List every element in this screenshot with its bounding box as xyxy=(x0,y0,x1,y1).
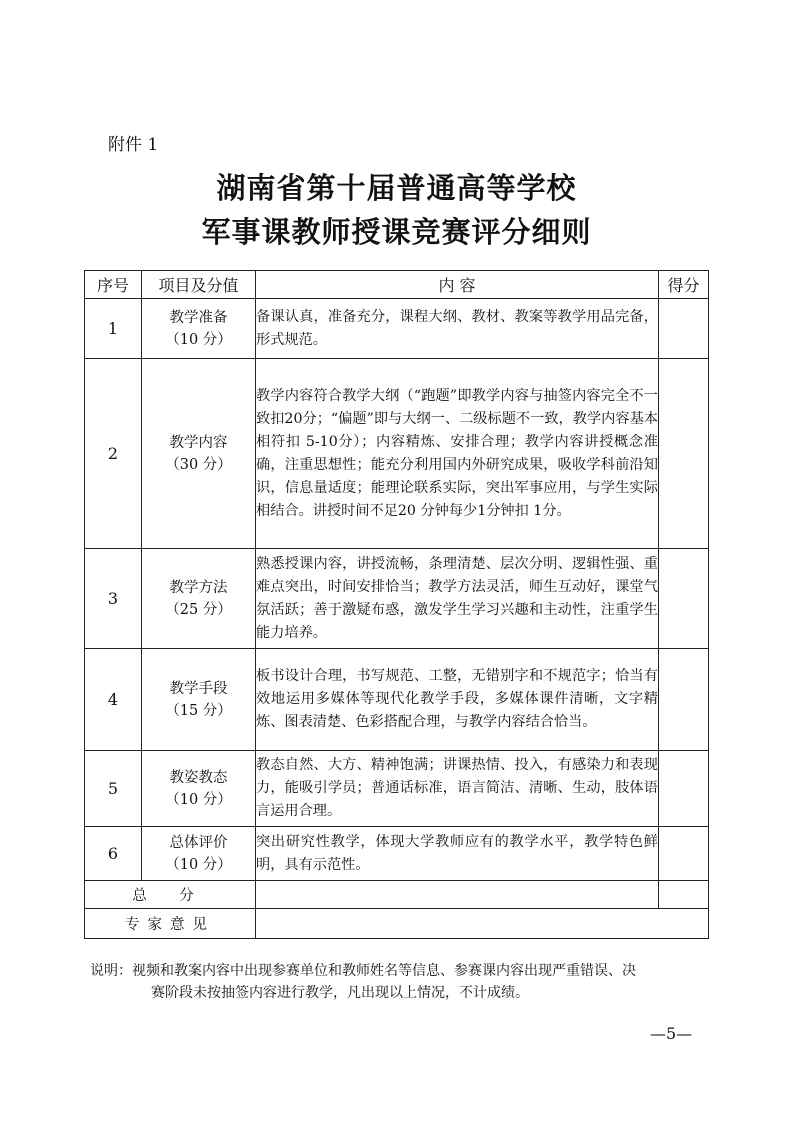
score-cell[interactable] xyxy=(659,751,709,827)
score-cell[interactable] xyxy=(659,827,709,881)
row-content: 教态自然、大方、精神饱满；讲课热情、投入，有感染力和表现力，能吸引学员；普通话标准，语言简洁、清晰、生动，肢体语言运用合理。 xyxy=(256,751,659,827)
score-cell[interactable] xyxy=(659,649,709,751)
item-name: 总体评价 xyxy=(169,834,228,851)
row-content: 教学内容符合教学大纲（“跑题”即教学内容与抽签内容完全不一致扣20分；“偏题”即与大纲一、二级标题不一致，教学内容基本相符扣 5-10分）；内容精炼、安排合理；教学内容讲授概念准确，注重思想性；能充分利用国内外研究成果，吸收学科前沿知识，信息量适度；能理论联系实际，突出军事应用，与学生实际相结合。讲授时间不足20 分钟每少1分钟扣 1分。 xyxy=(256,359,659,549)
row-number: 6 xyxy=(85,827,142,881)
expert-row xyxy=(85,909,709,939)
score-cell[interactable] xyxy=(659,549,709,649)
item-points: （10 分） xyxy=(165,331,232,348)
score-cell[interactable] xyxy=(659,359,709,549)
total-value-cell[interactable] xyxy=(256,881,659,909)
row-item xyxy=(142,827,256,881)
item-name: 教学方法 xyxy=(169,579,228,596)
table-row xyxy=(85,751,709,827)
item-points: （10 分） xyxy=(165,791,232,808)
row-item xyxy=(142,649,256,751)
table-row xyxy=(85,549,709,649)
item-points: （15 分） xyxy=(165,702,232,719)
total-score-cell[interactable] xyxy=(659,881,709,909)
item-name: 教姿教态 xyxy=(169,769,228,786)
page-number: —5— xyxy=(650,1024,693,1043)
item-name: 教学手段 xyxy=(169,680,228,697)
table-row xyxy=(85,299,709,359)
item-name: 教学内容 xyxy=(169,434,228,451)
row-content: 突出研究性教学，体现大学教师应有的教学水平，教学特色鲜明，具有示范性。 xyxy=(256,827,659,881)
note-line2: 赛阶段未按抽签内容进行教学，凡出现以上情况，不计成绩。 xyxy=(151,985,529,1001)
total-row xyxy=(85,881,709,909)
scoring-table xyxy=(84,270,709,939)
header-content: 内 容 xyxy=(256,271,659,299)
row-content: 板书设计合理，书写规范、工整，无错别字和不规范字；恰当有效地运用多媒体等现代化教学手段，多媒体课件清晰，文字精炼、图表清楚、色彩搭配合理，与教学内容结合恰当。 xyxy=(256,649,659,751)
attachment-label: 附件 1 xyxy=(108,135,159,155)
row-item xyxy=(142,299,256,359)
header-score: 得分 xyxy=(659,271,709,299)
item-points: （10 分） xyxy=(165,856,232,873)
expert-opinion-label: 专家意见 xyxy=(85,909,256,939)
row-number: 3 xyxy=(85,549,142,649)
row-item xyxy=(142,359,256,549)
row-content: 熟悉授课内容，讲授流畅，条理清楚、层次分明、逻辑性强、重难点突出，时间安排恰当；教学方法灵活，师生互动好，课堂气氛活跃；善于激疑布惑，激发学生学习兴趣和主动性，注重学生能力培养。 xyxy=(256,549,659,649)
row-number: 4 xyxy=(85,649,142,751)
item-points: （30 分） xyxy=(165,456,232,473)
row-item xyxy=(142,751,256,827)
document-title-line1: 湖南省第十届普通高等学校 xyxy=(216,171,577,205)
row-number: 2 xyxy=(85,359,142,549)
table-header-row xyxy=(85,271,709,299)
header-item: 项目及分值 xyxy=(142,271,256,299)
row-item xyxy=(142,549,256,649)
note-line1: 说明：视频和教案内容中出现参赛单位和教师姓名等信息、参赛课内容出现严重错误、决 xyxy=(90,963,636,979)
table-row xyxy=(85,359,709,549)
row-content: 备课认真，准备充分，课程大纲、教材、教案等教学用品完备，形式规范。 xyxy=(256,299,659,359)
note xyxy=(90,960,710,1004)
total-label: 总 分 xyxy=(85,881,256,909)
table-row xyxy=(85,827,709,881)
table-row xyxy=(85,649,709,751)
row-number: 5 xyxy=(85,751,142,827)
score-cell[interactable] xyxy=(659,299,709,359)
header-number: 序号 xyxy=(85,271,142,299)
expert-opinion-cell[interactable] xyxy=(256,909,709,939)
item-points: （25 分） xyxy=(165,601,232,618)
row-number: 1 xyxy=(85,299,142,359)
item-name: 教学准备 xyxy=(169,309,228,326)
document-title-line2: 军事课教师授课竞赛评分细则 xyxy=(201,215,592,249)
